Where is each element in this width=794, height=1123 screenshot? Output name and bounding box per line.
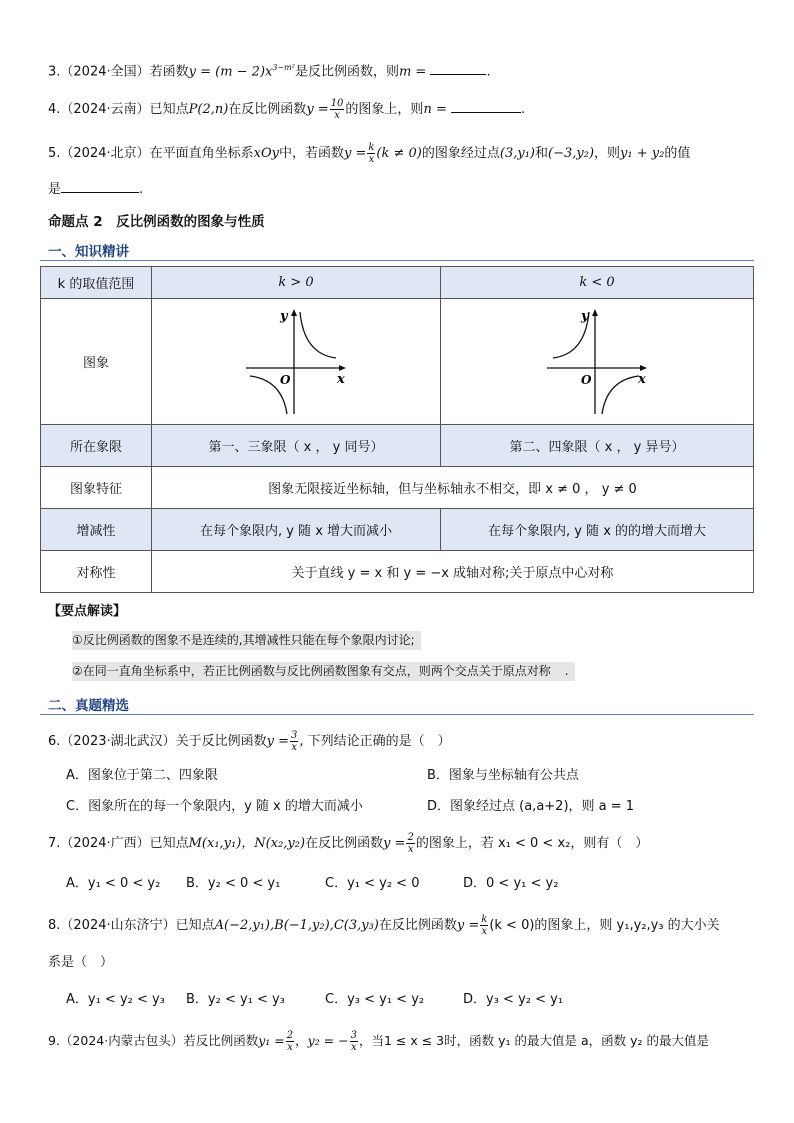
graph-x-label: x [638,371,646,387]
q5-fraction: $\frac{k}{x}$ [368,142,375,165]
graph-x-label: x [337,371,345,387]
q7-points: M(x₁,y₁)，N(x₂,y₂) [188,836,306,851]
table-header-k-negative: k < 0 [441,267,754,299]
q9-sep: ， [295,1033,308,1048]
subsection-knowledge: 一、知识精讲 [48,244,129,260]
q5-end: . [139,182,144,197]
graph-k-negative [441,299,754,425]
section-title: 命题点 2 反比例函数的图象与性质 [48,214,265,230]
q4-fraction: $\frac{10}{x}$ [330,98,344,121]
q8-text: 在反比例函数 [378,918,457,933]
feature-value: 图象无限接近坐标轴，但与坐标轴永不相交，即 x ≠ 0 ， y ≠ 0 [152,467,754,509]
q5-sum: y₁ + y₂ [620,146,665,161]
answer-blank[interactable] [451,98,521,113]
question-8 [48,914,754,937]
q9-y2: y₂ = − [307,1033,349,1048]
q7-option-b[interactable]: B．y₂ < 0 < y₁ [186,876,281,891]
row-label-symmetry: 对称性 [41,551,152,593]
question-4 [48,98,754,121]
q4-y: y = [306,102,329,117]
q8-prefix: 8.（2024·山东济宁）已知点 [48,918,215,933]
question-5-line2 [48,178,754,200]
q4-text2: 的图象上，则 [345,102,424,117]
q6-option-b[interactable]: B．图象与坐标轴有公共点 [427,768,579,783]
q4-end: . [520,102,526,117]
q8-fraction: $\frac{k}{x}$ [481,914,488,937]
q7-y: y = [383,836,406,851]
q5-y: y = [343,146,367,161]
q7-tail: 的图象上，若 x₁ < 0 < x₂，则有（ ） [415,836,649,851]
q6-fraction: $\frac{3}{x}$ [291,730,298,753]
row-label-feature: 图象特征 [41,467,152,509]
subsection-exam: 二、真题精选 [48,698,129,714]
q7-text: 在反比例函数 [305,836,384,851]
q8-tail: (k < 0)的图象上，则 y₁,y₂,y₃ 的大小关 [489,918,720,933]
q5-tail: 的值 [664,146,691,161]
q4-var: n = [423,102,447,117]
q9-tail: ，当1 ≤ x ≤ 3时，函数 y₁ 的最大值是 a，函数 y₂ 的最大值是 [358,1033,709,1048]
q8-option-d[interactable]: D．y₃ < y₂ < y₁ [463,992,564,1007]
q6-y: y = [266,734,289,749]
monotonicity-k-positive: 在每个象限内, y 随 x 增大而减小 [152,509,441,551]
q7-prefix: 7.（2024·广西）已知点 [48,836,189,851]
q8-y: y = [456,918,480,933]
q6-tail: , 下列结论正确的是（ ） [299,734,451,749]
q4-prefix: 4.（2024·云南）已知点 [48,102,189,117]
q5-line2: 是 [48,182,62,197]
divider [40,714,754,715]
question-5 [48,142,754,165]
q3-text: 是反比例函数，则 [294,64,399,80]
q9-fraction-2: $\frac{3}{x}$ [350,1030,357,1053]
q8-option-c[interactable]: C．y₃ < y₁ < y₂ [325,992,425,1007]
graph-y-label: y [581,308,589,324]
q3-end: . [486,64,491,80]
graph-y-label: y [280,308,288,324]
question-3 [48,58,754,82]
q5-text: 中，若函数 [278,146,344,161]
q5-and: 和 [535,146,549,161]
question-8-line2 [48,953,754,973]
graph-origin-label: O [280,372,291,387]
q9-prefix: 9.（2024·内蒙古包头）若反比例函数 [48,1033,259,1048]
q6-option-c[interactable]: C．图象所在的每一个象限内，y 随 x 的增大而减小 [66,799,363,814]
q7-option-c[interactable]: C．y₁ < y₂ < 0 [325,876,420,891]
q4-point: P(2,n) [188,102,229,117]
question-6 [48,730,754,753]
q5-text2: 的图象经过点 [421,146,500,161]
q9-fraction-1: $\frac{2}{x}$ [286,1030,294,1053]
q5-text3: ，则 [594,146,621,161]
table-header-range: k 的取值范围 [41,267,152,299]
q5-condition: (k ≠ 0) [376,146,422,161]
row-label-monotonicity: 增减性 [41,509,152,551]
question-7 [48,832,754,855]
q8-line2: 系是（ ） [48,955,114,970]
q8-points: A(−2,y₁),B(−1,y₂),C(3,y₃) [214,918,379,933]
q5-point1: (3,y₁) [499,146,535,161]
q3-function: y = (m − 2)x [188,64,273,80]
row-label-quadrant: 所在象限 [41,425,152,467]
q7-fraction: $\frac{2}{x}$ [407,832,414,855]
row-label-graph: 图象 [41,299,152,425]
key-point-2: ②在同一直角坐标系中，若正比例函数与反比例函数图象有交点，则两个交点关于原点对称 . [72,662,575,681]
q9-y1: y₁ = [258,1033,285,1048]
hyperbola-quadrants-2-4-graph [537,304,657,416]
divider [40,260,754,261]
q3-prefix: 3.（2024·全国）若函数 [48,64,189,80]
answer-blank[interactable] [61,178,139,193]
knowledge-table [40,266,754,593]
q8-option-b[interactable]: B．y₂ < y₁ < y₃ [186,992,285,1007]
quadrant-k-positive: 第一、三象限（ x ， y 同号） [152,425,441,467]
q6-option-d[interactable]: D．图象经过点 (a,a+2)，则 a = 1 [427,799,635,814]
monotonicity-k-negative: 在每个象限内, y 随 x 的的增大而增大 [441,509,754,551]
graph-k-positive [152,299,441,425]
answer-blank[interactable] [430,60,486,75]
q4-text: 在反比例函数 [228,102,307,117]
q3-exponent: 3−m² [272,63,295,72]
q6-option-a[interactable]: A．图象位于第二、四象限 [66,768,218,783]
q7-option-a[interactable]: A．y₁ < 0 < y₂ [66,876,161,891]
table-header-k-positive: k > 0 [152,267,441,299]
quadrant-k-negative: 第二、四象限（ x ， y 异号） [441,425,754,467]
graph-origin-label: O [581,372,592,387]
q5-system: xOy [253,146,279,161]
key-points-title: 【要点解读】 [48,604,127,619]
q7-option-d[interactable]: D．0 < y₁ < y₂ [463,876,559,891]
symmetry-value: 关于直线 y = x 和 y = −x 成轴对称;关于原点中心对称 [152,551,754,593]
q3-var: m = [398,64,427,80]
q5-prefix: 5.（2024·北京）在平面直角坐标系 [48,146,254,161]
hyperbola-quadrants-1-3-graph [236,304,356,416]
question-9 [48,1030,754,1053]
q6-prefix: 6.（2023·湖北武汉）关于反比例函数 [48,734,267,749]
key-point-1: ①反比例函数的图象不是连续的,其增减性只能在每个象限内讨论; [72,631,421,650]
q5-point2: (−3,y₂) [548,146,595,161]
q8-option-a[interactable]: A．y₁ < y₂ < y₃ [66,992,165,1007]
